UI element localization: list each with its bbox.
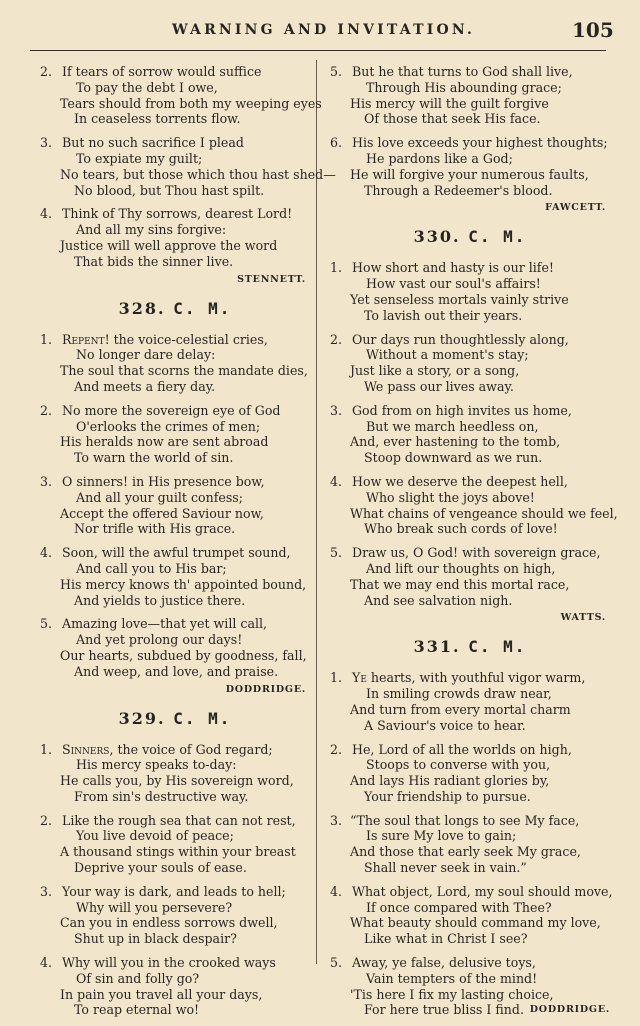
stanza [40,813,310,876]
verse-line: And call you to His bar; [76,560,227,576]
stanza [330,135,610,198]
verse-line: From sin's destructive way. [74,788,249,804]
stanza-number: 5. [330,545,343,561]
stanza-number: 4. [40,955,53,971]
author-attribution: DODDRIDGE. [529,1004,610,1016]
verse-line: , the voice of God regard; [109,741,273,757]
stanza-number: 3. [330,402,343,418]
hymn-number: 331. [413,637,461,657]
verse-line: His love exceeds your highest thoughts; [352,135,608,151]
stanza-number: 5. [40,616,53,632]
verse-line: Stoop downward as we run. [364,450,543,466]
stanza [40,545,310,608]
column-divider [316,60,317,964]
stanza [40,135,336,198]
verse-line: And turn from every mortal charm [350,701,571,717]
verse-line: If once compared with Thee? [366,899,552,915]
verse-line: That bids the sinner live. [74,253,234,269]
verse-line: But no such sacrifice I plead [62,135,244,151]
verse-line: And meets a fiery day. [74,378,216,394]
verse-line: And all my sins forgive: [76,222,227,238]
verse-line: He calls you, by His sovereign word, [60,773,294,789]
verse-line: And see salvation nigh. [364,592,513,608]
verse-line: And lift our thoughts on high, [366,560,556,576]
verse-line: Is sure My love to gain; [366,828,517,844]
verse-line: He pardons like a God; [366,150,513,166]
verse-line: Through a Redeemer's blood. [364,182,553,198]
verse-line: “The soul that longs to see My face, [350,812,580,828]
stanza-number: 4. [40,545,53,561]
verse-line: O'erlooks the crimes of men; [76,418,261,434]
stanza-number: 2. [330,741,343,757]
verse-line: What chains of vengeance should we feel, [350,505,618,521]
stanza [40,64,322,127]
stanza-number: 2. [40,812,53,828]
hymn-meter: C. M. [468,227,527,247]
verse-line: Like what in Christ I see? [364,931,528,947]
verse-line: What object, Lord, my soul should move, [352,883,613,899]
stanza-number: 3. [40,135,53,151]
hymn-number: 330. [413,227,461,247]
verse-line: A thousand stings within your breast [60,844,296,860]
verse-line: Our hearts, subdued by goodness, fall, [60,647,307,663]
stanza [330,955,610,1018]
stanza-number: 4. [40,206,53,222]
hymn-meter: C. M. [173,298,232,318]
author-attribution: DODDRIDGE. [225,683,306,695]
stanza [330,670,610,733]
verse-line: Draw us, O God! with sovereign grace, [352,545,601,561]
stanza [330,403,610,466]
verse-line: Yet senseless mortals vainly strive [350,291,569,307]
verse-line: His heralds now are sent abroad [60,434,269,450]
verse-line: God from on high invites us home, [352,402,572,418]
stanza [40,206,310,269]
verse-line: And yet prolong our days! [76,632,243,648]
hymn-heading [330,637,610,656]
stanza [40,474,310,537]
verse-line: Soon, will the awful trumpet sound, [62,545,291,561]
verse-line: The soul that scorns the mandate dies, [60,363,308,379]
verse-line: In smiling crowds draw near, [366,686,552,702]
verse-line: His mercy speaks to-day: [76,757,237,773]
verse-line: Nor trifle with His grace. [74,521,236,537]
verse-line: His mercy will the guilt forgive [350,95,549,111]
verse-line: Who slight the joys above! [366,489,535,505]
verse-line: Shut up in black despair? [74,931,237,947]
hymn-number: 329. [118,708,166,728]
verse-line: In ceaseless torrents flow. [74,111,241,127]
stanza [40,403,310,466]
verse-line: How short and hasty is our life! [352,260,554,276]
verse-line: He will forgive your numerous faults, [350,166,589,182]
stanza [40,332,310,395]
stanza-number: 5. [330,64,343,79]
verse-line: To warn the world of sin. [74,450,234,466]
author-attribution: FAWCETT. [545,202,606,214]
stanza-number: 1. [40,741,53,757]
hymn-number: 328. [118,298,166,318]
stanza-number: 2. [330,331,343,347]
hymn-heading [40,299,310,318]
author-attribution: STENNETT. [237,273,306,285]
stanza-number: 5. [330,955,343,971]
stanza [330,813,610,876]
author-attribution: WATTS. [560,612,606,624]
verse-line: But he that turns to God shall live, [352,64,573,79]
verse-line: How vast our soul's affairs! [366,276,541,292]
stanza [40,616,310,679]
first-word: Ye [352,670,367,686]
verse-line: And those that early seek My grace, [350,844,581,860]
hymn-meter: C. M. [173,708,232,728]
stanza-number: 1. [330,260,343,276]
verse-line: His mercy knows th' appointed bound, [60,576,307,592]
verse-line: To lavish out their years. [364,307,523,323]
verse-line: He, Lord of all the worlds on high, [352,741,572,757]
verse-line: Can you in endless sorrows dwell, [60,915,278,931]
verse-line: And weep, and love, and praise. [74,663,279,679]
verse-line: Amazing love—that yet will call, [62,616,268,632]
stanza-number: 1. [330,670,343,686]
verse-line: No blood, but Thou hast spilt. [74,182,265,198]
verse-line: O sinners! in His presence bow, [62,473,265,489]
stanza-number: 4. [330,473,343,489]
verse-line: 'Tis here I fix my lasting choice, [350,986,554,1002]
verse-line: No longer dare delay: [76,347,216,363]
verse-line: In pain you travel all your days, [60,986,263,1002]
stanza [330,332,610,395]
verse-line: A Saviour's voice to hear. [364,717,526,733]
verse-line: Of those that seek His face. [364,111,541,127]
verse-line: We pass our lives away. [364,378,514,394]
verse-line: ! the voice-celestial cries, [104,331,268,347]
hymn-meter: C. M. [468,637,527,657]
stanza-number: 3. [40,473,53,489]
verse-line: To reap eternal wo! [74,1002,200,1018]
stanza [330,260,610,323]
verse-line: To expiate my guilt; [76,150,203,166]
verse-line: For here true bliss I find. [364,1002,524,1018]
hymn-heading [40,709,310,728]
verse-line: Shall never seek in vain.” [364,860,527,876]
verse-line: To pay the debt I owe, [76,79,218,95]
verse-line: And all your guilt confess; [76,489,243,505]
verse-line: Through His abounding grace; [366,79,562,95]
verse-line: If tears of sorrow would suffice [62,64,262,79]
verse-line: But we march heedless on, [366,418,539,434]
verse-line: Without a moment's stay; [366,347,529,363]
verse-line: Deprive your souls of ease. [74,860,247,876]
verse-line: Your friendship to pursue. [364,788,531,804]
verse-line: hearts, with youthful vigor warm, [366,670,586,686]
verse-line: You live devoid of peace; [76,828,234,844]
stanza-number: 2. [40,402,53,418]
stanza [40,955,310,1018]
verse-line: And, ever hastening to the tomb, [350,434,561,450]
stanza [330,545,610,608]
stanza [330,883,613,947]
stanza-number: 6. [330,135,343,151]
verse-line: Tears should from both my weeping eyes [60,95,322,111]
verse-line: Of sin and folly go? [76,970,200,986]
stanza-number: 1. [40,331,53,347]
running-title: WARNING AND INVITATION. [172,22,476,38]
verse-line: No more the sovereign eye of God [62,402,281,418]
verse-line: Think of Thy sorrows, dearest Lord! [62,206,293,222]
stanza-number: 3. [330,812,343,828]
stanza [330,742,610,805]
stanza [40,884,310,947]
first-word: Sinners [62,741,110,757]
verse-line: Justice will well approve the word [60,237,278,253]
verse-line: How we deserve the deepest hell, [352,473,568,489]
verse-line: No tears, but those which thou hast shed— [60,166,336,182]
stanza [330,64,610,127]
page-header [0,18,640,48]
stanza [40,742,310,805]
stanza-number: 2. [40,64,53,79]
left-column [40,64,336,1026]
verse-line: Why will you persevere? [76,899,233,915]
verse-line: What beauty should command my love, [350,915,601,931]
stanza [330,473,618,537]
verse-line: Just like a story, or a song, [350,363,520,379]
page-number: 105 [572,18,614,42]
verse-line: Vain tempters of the mind! [366,970,538,986]
stanza-number: 4. [330,883,343,899]
verse-line: Stoops to converse with you, [366,757,551,773]
verse-line: And yields to justice there. [74,592,246,608]
verse-line: Our days run thoughtlessly along, [352,331,569,347]
stanza-number: 3. [40,883,53,899]
verse-line: Like the rough sea that can not rest, [62,812,296,828]
verse-line: Your way is dark, and leads to hell; [62,883,286,899]
hymn-heading [330,227,610,246]
verse-line: That we may end this mortal race, [350,576,570,592]
header-rule [30,50,606,51]
first-word: Repent [62,331,105,347]
right-column [330,64,618,1026]
verse-line: Accept the offered Saviour now, [60,505,264,521]
verse-line: And lays His radiant glories by, [350,773,550,789]
verse-line: Away, ye false, delusive toys, [352,955,536,971]
verse-line: Who break such cords of love! [364,521,558,537]
verse-line: Why will you in the crooked ways [62,955,276,971]
